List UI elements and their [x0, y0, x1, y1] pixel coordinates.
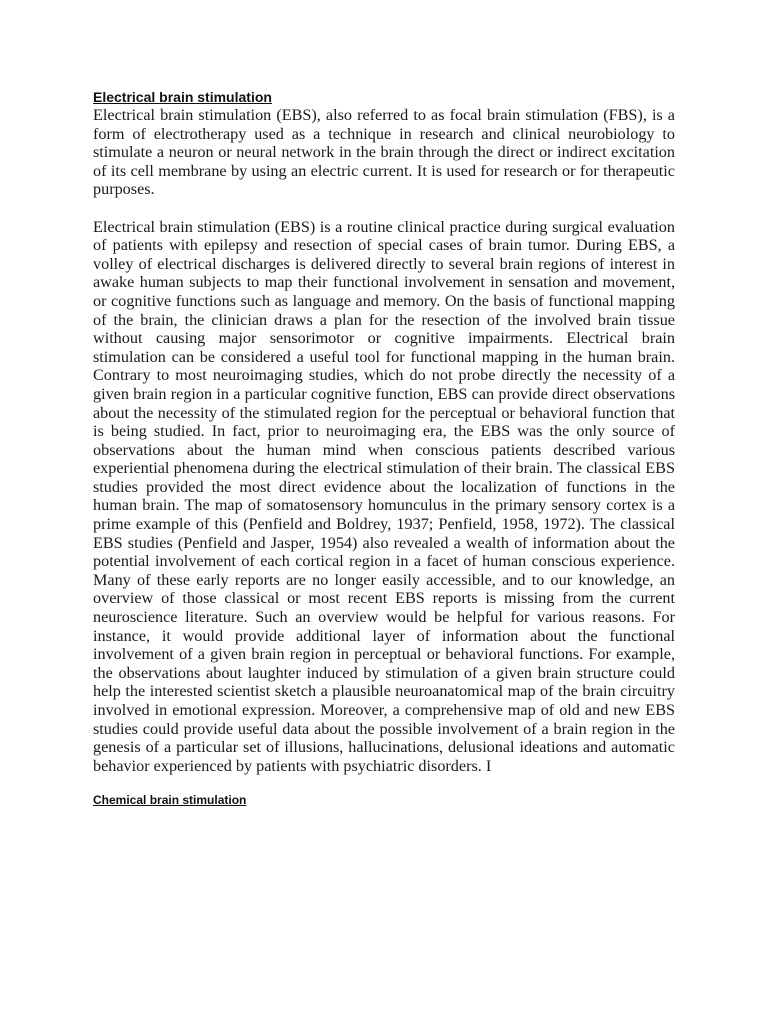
- paragraph-ebs-clinical-practice: Electrical brain stimulation (EBS) is a routine clinical practice during surgical evaluation of patients with epilepsy and resection of special cases of brain tumor. During EBS, a volley of electrical discharges is delivered directly to several brain regions of interest in awake human subjects to map their functional involvement in sensation and movement, or cognitive functions such as language and memory. On the basis of functional mapping of the brain, the clinician draws a plan for the resection of the involved brain tissue without causing major sensorimotor or cognitive impairments. Electrical brain stimulation can be considered a useful tool for functional mapping in the human brain. Contrary to most neuroimaging studies, which do not probe directly the necessity of a given brain region in a particular cognitive function, EBS can provide direct observations about the necessity of the stimulated region for the perceptual or behavioral function that is being studied. In fact, prior to neuroimaging era, the EBS was the only source of observations about the human mind when conscious patients described various experiential phenomena during the electrical stimulation of their brain. The classical EBS studies provided the most direct evidence about the localization of functions in the human brain. The map of somatosensory homunculus in the primary sensory cortex is a prime example of this (Penfield and Boldrey, 1937; Penfield, 1958, 1972). The classical EBS studies (Penfield and Jasper, 1954) also revealed a wealth of information about the potential involvement of each cortical region in a facet of human conscious experience. Many of these early reports are no longer easily accessible, and to our knowledge, an overview of those classical or most recent EBS reports is missing from the current neuroscience literature. Such an overview would be helpful for various reasons. For instance, it would provide additional layer of information about the functional involvement of a given brain region in perceptual or behavioral functions. For example, the observations about laughter induced by stimulation of a given brain structure could help the interested scientist sketch a plausible neuroanatomical map of the brain circuitry involved in emotional expression. Moreover, a comprehensive map of old and new EBS studies could provide useful data about the possible involvement of a brain region in the genesis of a particular set of illusions, hallucinations, delusional ideations and automatic behavior experienced by patients with psychiatric disorders. I: [93, 217, 675, 775]
- section-heading-chemical-brain-stimulation: Chemical brain stimulation: [93, 793, 247, 808]
- document-body: [93, 88, 675, 808]
- section-heading-electrical-brain-stimulation: Electrical brain stimulation: [93, 89, 272, 105]
- paragraph-ebs-definition: Electrical brain stimulation (EBS), also referred to as focal brain stimulation (FBS), is a form of electrotherapy used as a technique in research and clinical neurobiology to stimulate a neuron or neural network in the brain through the direct or indirect excitation of its cell membrane by using an electric current. It is used for research or for therapeutic purposes.: [93, 106, 675, 199]
